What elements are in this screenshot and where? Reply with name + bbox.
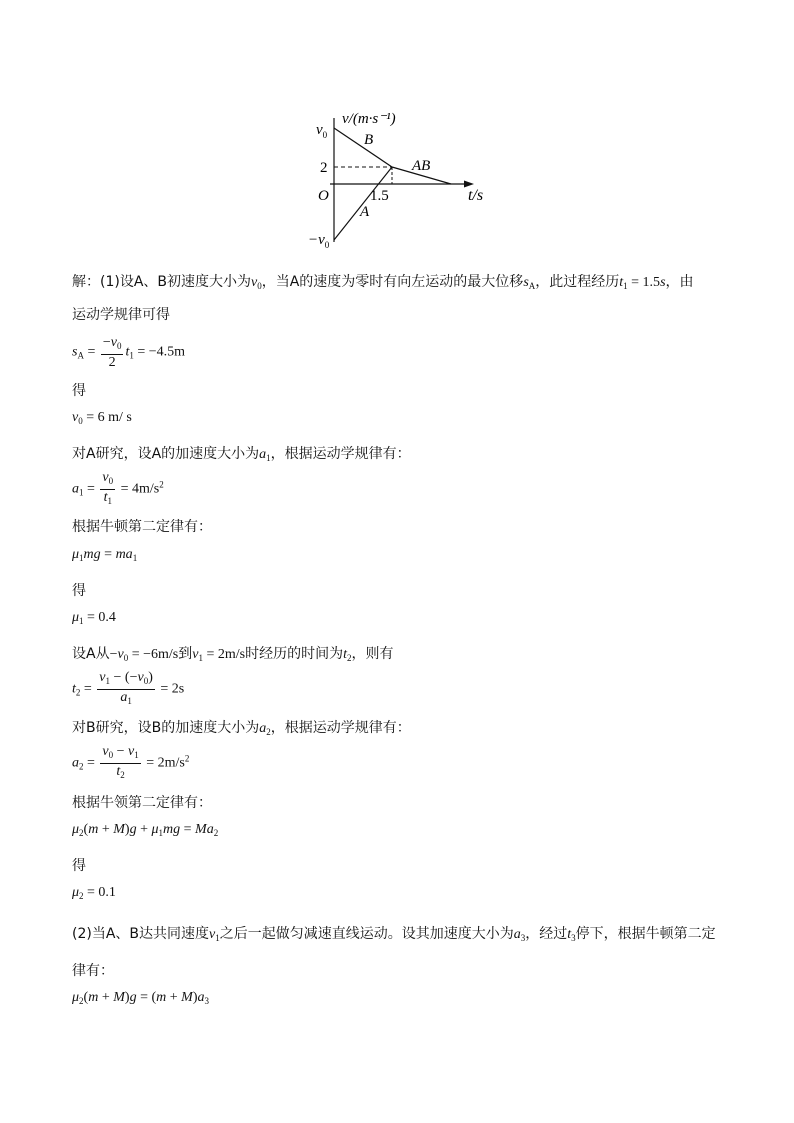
time-t2-line: 设A从$-v_0 = -6m/s$到$v_1 = 2m/s$时经历的时间为$t_2$，则有 (72, 646, 394, 663)
study-A-line: 对A研究，设A的加速度大小为$a_1$，根据运动学规律有： (72, 446, 411, 463)
label-B: B (364, 132, 374, 148)
line-B (334, 128, 392, 167)
study-B-line: 对B研究，设B的加速度大小为$a_2$，根据运动学规律有： (72, 720, 411, 737)
solution-intro-line-2: 运动学规律可得 (72, 307, 170, 323)
text-de-2: 得 (72, 583, 86, 599)
y-tick-2: 2 (320, 160, 328, 176)
equation-mu2-balance: $\mu_2(m + M)g + \mu_1mg = Ma_2$ (72, 822, 219, 838)
text-de-3: 得 (72, 858, 86, 874)
equation-a3: $\mu_2(m + M)g = (m + M)a_3$ (72, 990, 210, 1006)
x-tick-1-5: 1.5 (370, 188, 389, 204)
y-tick-neg-v0: $-v_0$ (308, 232, 330, 250)
equation-mu1: $\mu_1 = 0.4$ (72, 610, 116, 626)
part-2-line-2: 律有： (72, 963, 114, 979)
text-de-1: 得 (72, 383, 86, 399)
newton-line-2: 根据牛领第二定律有： (72, 795, 212, 811)
equation-t2: $t_2$ = $\frac{v_1 - (-v_0)}{a_1}$ = 2s (72, 670, 185, 706)
y-tick-v0: $v_0$ (316, 122, 328, 140)
equation-mu2: $\mu_2 = 0.1$ (72, 885, 116, 901)
x-axis-label: t/s (468, 187, 484, 204)
equation-a2: $a_2$ = $\frac{v_0 - v_1}{t_2}$ = $2m/s^2$ (72, 744, 190, 780)
solution-intro-line: 解：(1)设A、B初速度大小为$v_0$，当A的速度为零时有向左运动的最大位移$s_A$，此过程经历$t_1 = 1.5s$，由 (72, 274, 694, 291)
label-AB: AB (412, 158, 431, 174)
y-axis-label: v/(m·s⁻¹) (342, 111, 396, 127)
label-A: A (360, 204, 370, 220)
velocity-time-graph (304, 106, 504, 254)
equation-v0: $v_0 = 6$ m/ s (72, 410, 132, 426)
origin-label: O (318, 188, 329, 204)
equation-sA: $s_A$ = $\frac{-v_0}{2}$ $t_1 = -4.5m$ (72, 335, 186, 370)
newton-line-1: 根据牛顿第二定律有： (72, 519, 212, 535)
equation-mu1mg: $\mu_1mg = ma_1$ (72, 547, 138, 563)
equation-a1: $a_1$ = $\frac{v_0}{t_1}$ = $4m/s^2$ (72, 470, 164, 506)
part-2-line: (2)当A、B达共同速度$v_1$之后一起做匀减速直线运动。设其加速度大小为$a_3$，经过$t_3$停下，根据牛顿第二定 (72, 926, 716, 943)
